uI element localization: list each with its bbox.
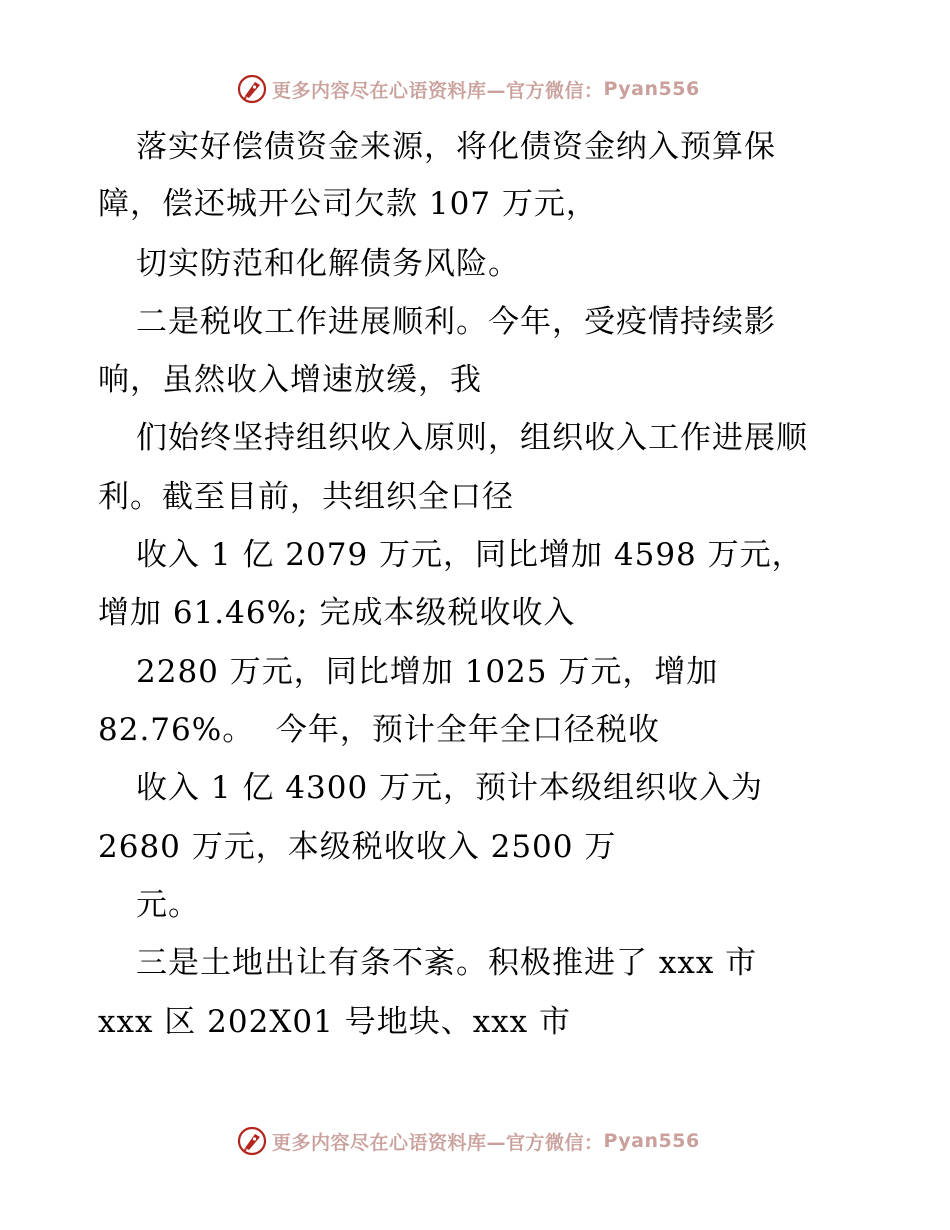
text-line: 二是税收工作进展顺利。今年，受疫情持续影: [136, 304, 776, 340]
text-line: 响，虽然收入增速放缓，我: [98, 362, 482, 398]
watermark-footer: [236, 1124, 700, 1158]
pen-nib-logo-icon: [236, 1125, 268, 1157]
text-line: 2680 万元，本级税收收入 2500 万: [98, 829, 617, 865]
text-line: 2280 万元，同比增加 1025 万元，增加: [136, 654, 719, 690]
text-line: 三是土地出让有条不紊。积极推进了 xxx 市: [136, 945, 758, 981]
text-line: 收入 1 亿 4300 万元，预计本级组织收入为: [136, 770, 764, 806]
watermark-wechat-id: Pyan556: [603, 1130, 700, 1152]
text-line: 收入 1 亿 2079 万元，同比增加 4598 万元，: [136, 537, 804, 573]
text-line: 增加 61.46%; 完成本级税收收入: [98, 595, 576, 631]
text-line: 切实防范和化解债务风险。: [136, 246, 520, 282]
text-line: 们始终坚持组织收入原则，组织收入工作进展顺: [136, 420, 808, 456]
text-line: xxx 区 202X01 号地块、xxx 市: [98, 1004, 571, 1040]
text-line: 落实好偿债资金来源，将化债资金纳入预算保: [136, 129, 776, 165]
text-line: 元。: [136, 887, 200, 923]
text-line: 82.76%。 今年，预计全年全口径税收: [98, 712, 660, 748]
watermark-wechat-id: Pyan556: [603, 78, 700, 100]
watermark-text: 更多内容尽在心语资料库—官方微信：: [272, 1131, 604, 1154]
text-line: 利。截至目前，共组织全口径: [98, 479, 514, 515]
watermark-text: 更多内容尽在心语资料库—官方微信：: [272, 79, 604, 102]
text-line: 障，偿还城开公司欠款 107 万元，: [98, 186, 598, 222]
